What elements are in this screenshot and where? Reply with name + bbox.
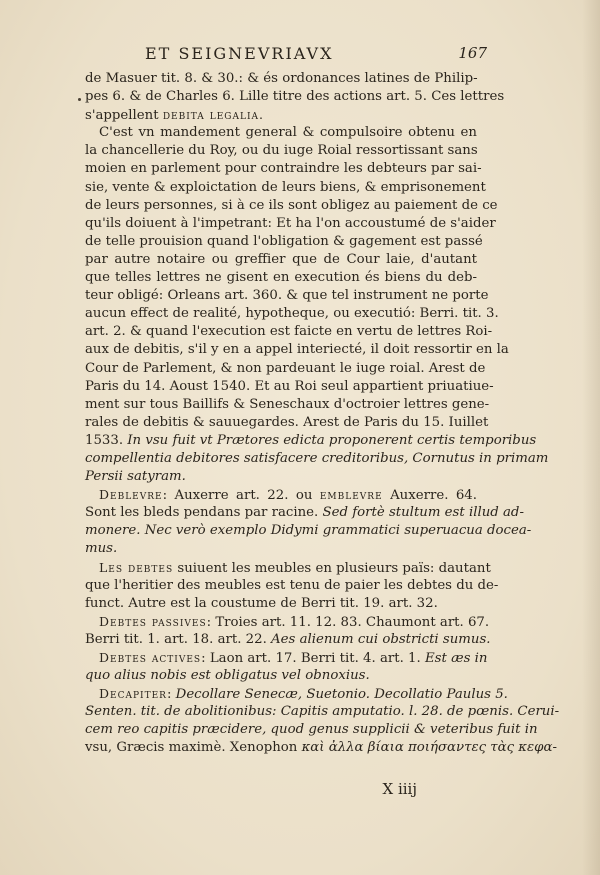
text-segment: de telle prouision quand l'obligation & gagement est passé — [85, 233, 483, 249]
text-line — [85, 631, 491, 649]
text-segment: sie, vente & exploictation de leurs biens, & emprisonement — [85, 179, 486, 195]
text-segment: : Troies art. 11. 12. 83. Chaumont art. 67. — [206, 614, 490, 630]
text-segment: de Masuer tit. 8. & 30.: & és ordonances latines de Philip- — [85, 71, 478, 86]
text-line — [85, 450, 549, 468]
text-line — [85, 142, 477, 160]
text-line — [85, 106, 477, 124]
latin-quote: Decollare Senecæ, Suetonio. Decollatio Paulus 5. — [175, 687, 508, 703]
text-line — [85, 739, 557, 757]
text-line — [85, 360, 486, 378]
text-segment: aucun effect de realité, hypotheque, ou executió: Berri. tit. 3. — [85, 306, 499, 322]
latin-quote: Sed fortè stultum est illud ad- — [322, 505, 524, 521]
text-segment: 1533. — [85, 432, 128, 448]
text-line — [85, 468, 477, 486]
text-line — [85, 396, 490, 414]
text-line — [85, 703, 560, 721]
text-segment: Paris du 14. Aoust 1540. Et au Roi seul appartient priuatiue- — [85, 378, 494, 394]
text-line — [85, 124, 477, 142]
text-line — [85, 287, 489, 305]
text-line — [85, 197, 498, 215]
text-line — [85, 721, 538, 739]
text-segment: que l'heritier des meubles est tenu de paier les debtes du de- — [85, 577, 499, 593]
text-line — [85, 341, 509, 359]
text-segment: : — [166, 687, 176, 703]
text-segment: : Laon art. 17. Berri tit. 4. art. 1. — [201, 651, 425, 666]
latin-quote: monere. Nec verò exemplo Didymi grammatici superuacua doceа- — [85, 523, 532, 539]
headword: Les debtes — [99, 559, 174, 575]
headword: debita legalia. — [162, 107, 264, 123]
text-line — [85, 486, 477, 504]
text-segment: qu'ils doiuent à l'impetrant: Et ha l'on accoustumé de s'aider — [85, 215, 496, 231]
headword: emblevre — [319, 487, 383, 503]
running-head: ET SEIGNEVRIAVX — [145, 44, 334, 63]
text-segment: Auxerre. 64. — [382, 488, 477, 504]
body-text — [85, 70, 560, 758]
page-number: 167 — [458, 44, 487, 62]
headword: Debtes actives — [99, 650, 202, 665]
text-line — [85, 613, 490, 631]
text-line — [85, 522, 532, 540]
headword: Deblevre — [99, 487, 163, 503]
text-segment: C'est vn mandement general & compulsoire obtenu en — [99, 125, 477, 141]
latin-quote: Persii satyram. — [85, 469, 186, 485]
latin-quote: mus. — [85, 541, 118, 557]
text-line — [85, 88, 505, 106]
latin-quote: cem reo capitis præcidere, quod genus supplicii & veteribus fuit in — [85, 722, 538, 738]
text-line — [85, 595, 477, 613]
text-line — [85, 233, 483, 251]
latin-quote: καὶ ἀλλα βίαια ποιήσαντες τὰς κεφα- — [301, 740, 557, 756]
text-segment: que telles lettres ne gisent en execution és biens du deb- — [85, 270, 477, 286]
text-line — [85, 251, 477, 269]
text-segment: Sont les bleds pendans par racine. — [85, 505, 323, 521]
signature-mark: X iiij — [382, 780, 417, 798]
headword: Decapiter — [99, 686, 167, 702]
text-segment: vsu, Græcis maximè. Xenophon — [85, 740, 302, 756]
text-segment: moien en parlement pour contraindre les debteurs par sai- — [85, 161, 482, 177]
text-line — [85, 269, 477, 287]
text-segment: par autre notaire ou greffier que de Cour laie, d'autant — [85, 251, 477, 267]
text-segment: rales de debitis & sauuegardes. Arest de Paris du 15. Iuillet — [85, 414, 489, 430]
text-line — [85, 305, 499, 323]
text-line — [85, 179, 486, 197]
headword: Debtes passives — [99, 613, 207, 629]
text-line — [85, 378, 494, 396]
text-line — [85, 70, 477, 88]
latin-quote: quo alius nobis est obligatus vel obnoxius. — [85, 668, 370, 684]
text-line — [85, 323, 493, 341]
latin-quote: In vsu fuit vt Prætores edicta proponerent certis temporibus — [127, 432, 537, 448]
text-line — [85, 160, 482, 178]
latin-quote: Aes alienum cui obstricti sumus. — [271, 631, 491, 647]
text-segment: pes 6. & de Charles 6. Lille titre des actions art. 5. Ces lettres — [85, 89, 505, 105]
text-line — [85, 667, 477, 685]
page-header — [85, 44, 485, 70]
text-line — [85, 559, 491, 577]
margin-mark — [78, 98, 81, 101]
text-line — [85, 215, 496, 233]
text-segment: funct. Autre est la coustume de Berri tit. 19. art. 32. — [85, 595, 438, 611]
text-line — [85, 649, 488, 667]
text-segment: la chancellerie du Roy, ou du iuge Roial ressortissant sans — [85, 143, 478, 159]
text-segment: art. 2. & quand l'execution est faicte en vertu de lettres Roi- — [85, 324, 493, 340]
text-line — [85, 540, 477, 558]
text-segment: s'appellent — [85, 108, 163, 124]
text-line — [85, 685, 508, 703]
text-segment: : Auxerre art. 22. ou — [162, 488, 320, 504]
text-line — [85, 414, 489, 432]
page-edge-shadow — [582, 0, 600, 875]
text-line — [85, 432, 537, 450]
text-segment: aux de debitis, s'il y en a appel interiecté, il doit ressortir en la — [85, 342, 509, 358]
latin-quote: Est æs in — [424, 651, 488, 666]
text-segment: suiuent les meubles en plusieurs païs: dautant — [173, 560, 491, 576]
text-line — [85, 577, 499, 595]
text-segment: teur obligé: Orleans art. 360. & que tel instrument ne porte — [85, 288, 489, 304]
latin-quote: compellentia debitores satisfacere creditoribus, Cornutus in primam — [85, 450, 549, 466]
text-segment: Berri tit. 1. art. 18. art. 22. — [85, 631, 272, 647]
latin-quote: Senten. tit. de abolitionibus: Capitis amputatio. l. 28. de pœnis. Ceruі- — [85, 704, 560, 720]
text-segment: de leurs personnes, si à ce ils sont obligez au paiement de ce — [85, 197, 498, 213]
text-line — [85, 504, 524, 522]
text-segment: ment sur tous Baillifs & Seneschaux d'octroier lettres gene- — [85, 396, 490, 412]
text-segment: Cour de Parlement, & non pardeuant le iuge roial. Arest de — [85, 360, 486, 376]
